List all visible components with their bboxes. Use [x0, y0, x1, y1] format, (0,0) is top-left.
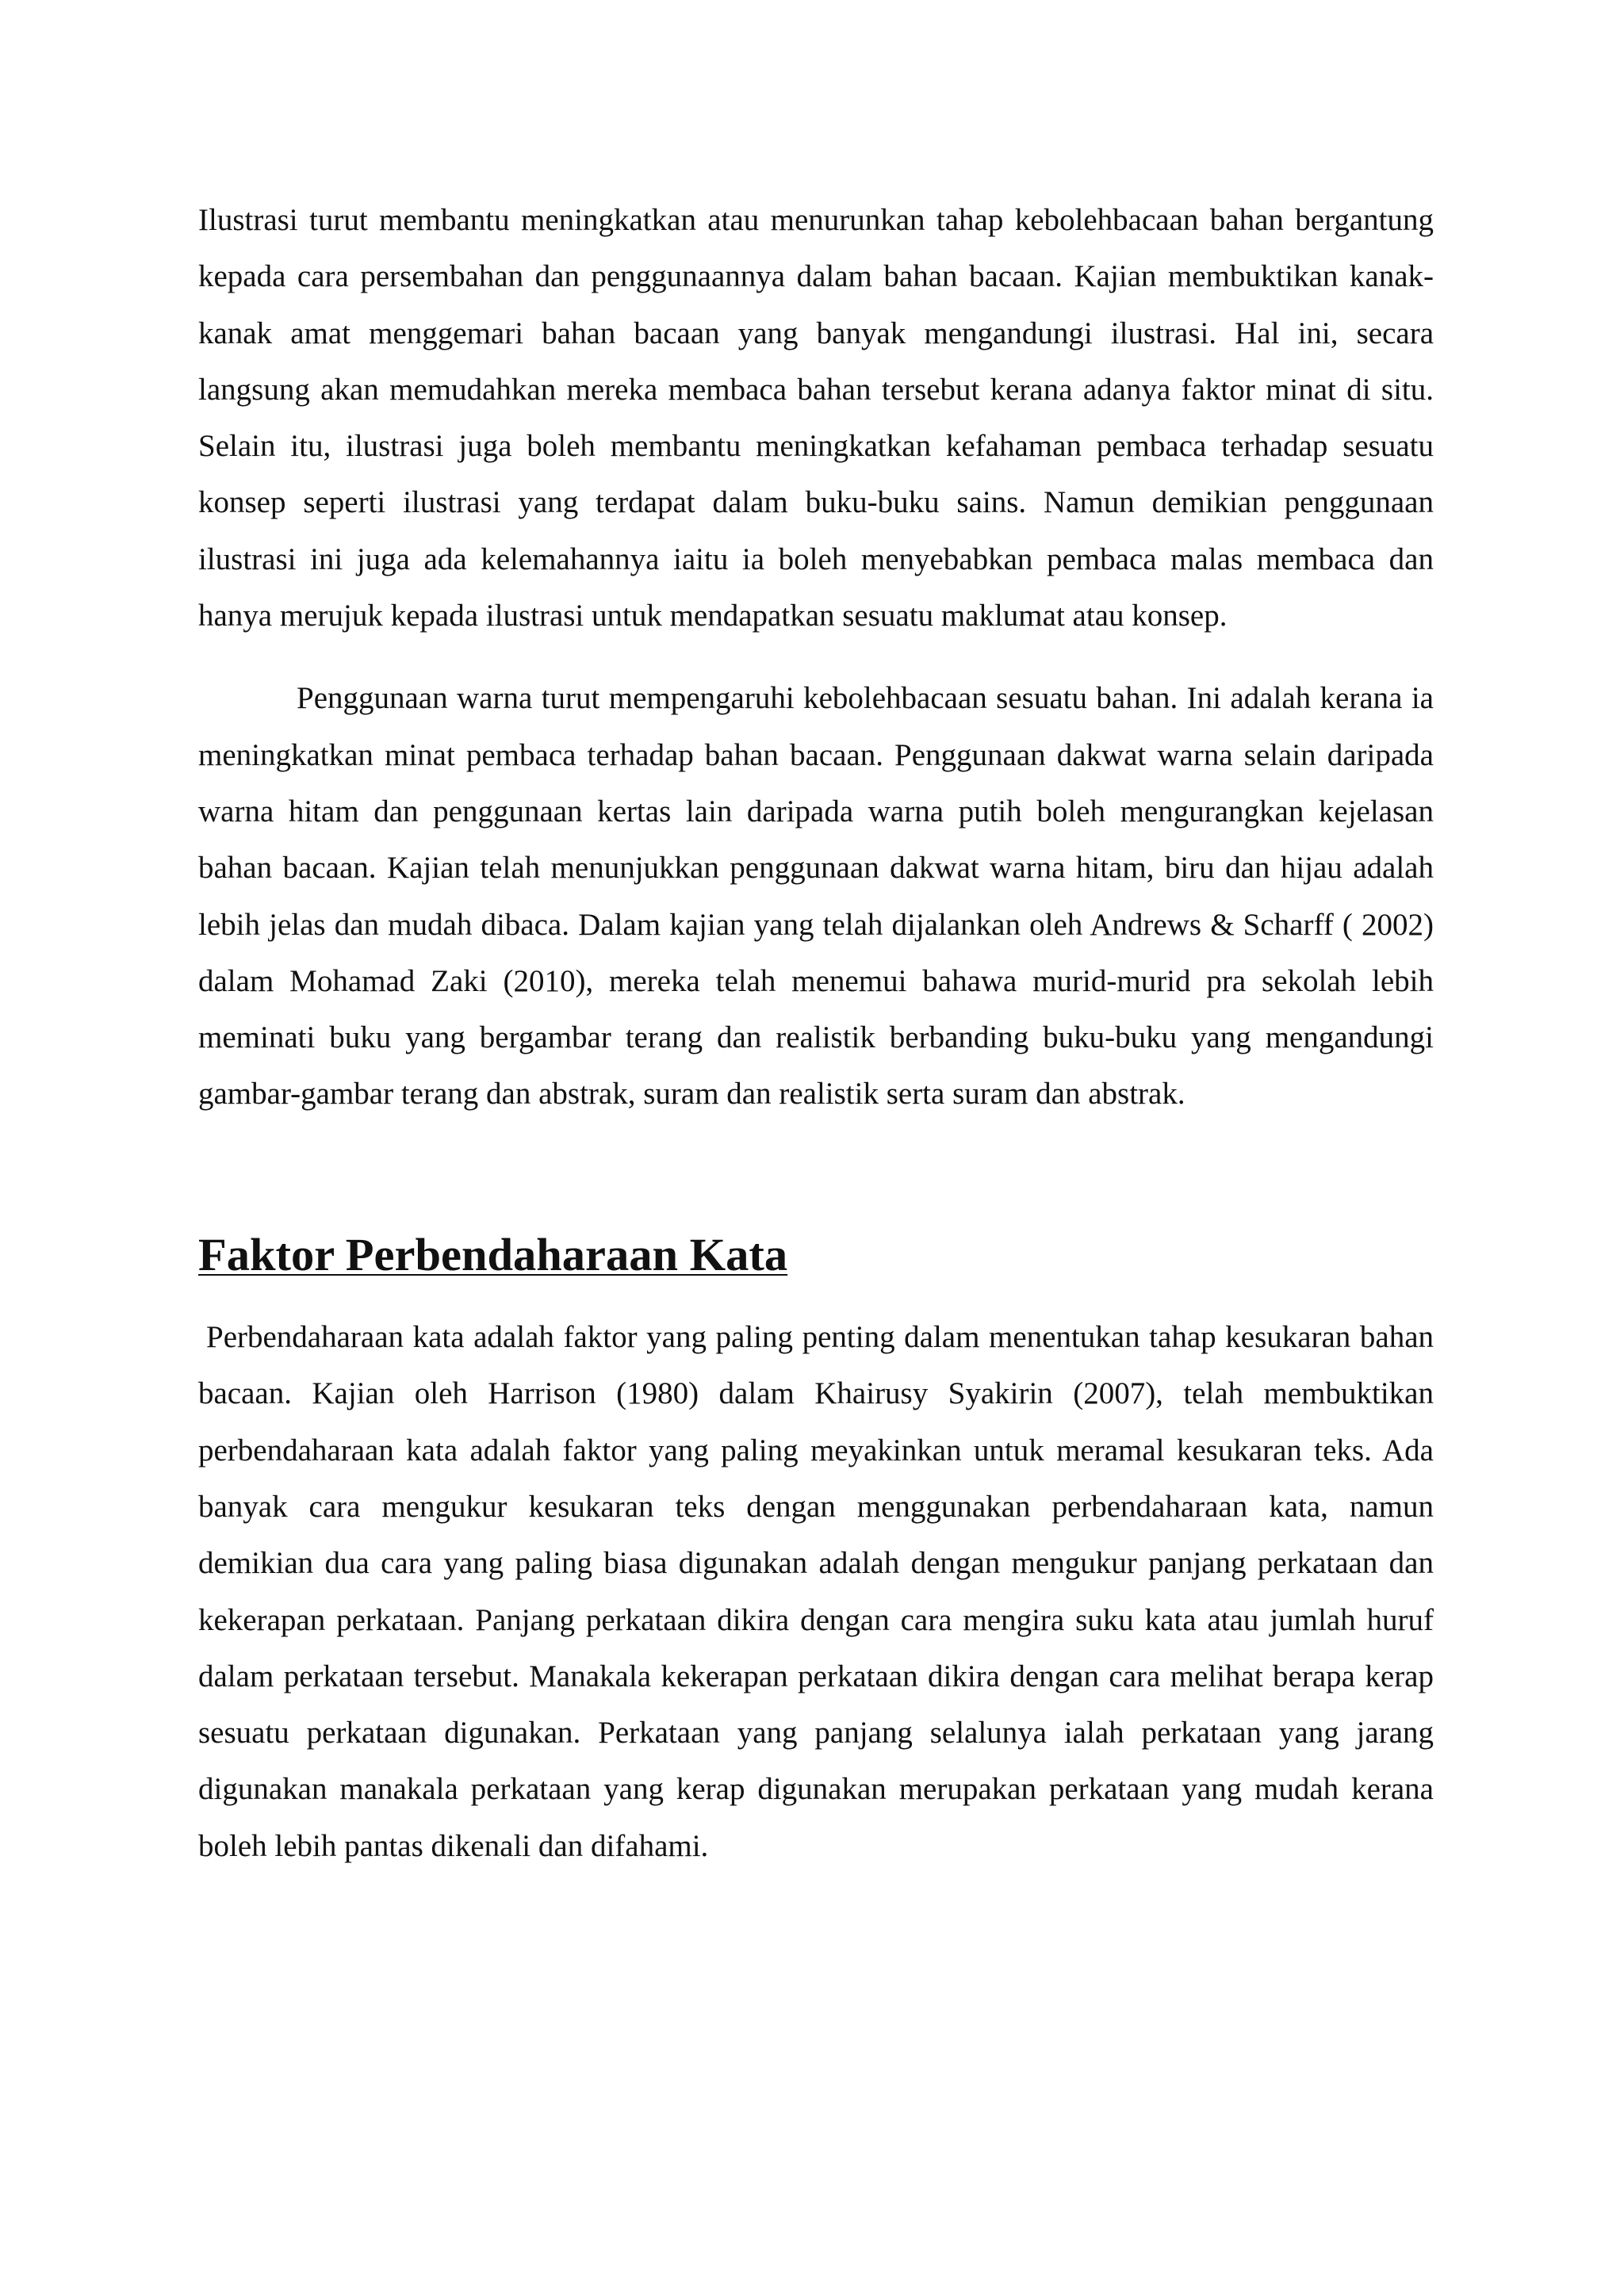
document-page	[198, 192, 1434, 1874]
paragraph-colour: Penggunaan warna turut mempengaruhi kebolehbacaan sesuatu bahan. Ini adalah kerana ia meningkatkan minat pembaca terhadap bahan bacaan. Penggunaan dakwat warna selain daripada warna hitam dan penggunaan kertas lain daripada warna putih boleh mengurangkan kejelasan bahan bacaan. Kajian telah menunjukkan penggunaan dakwat warna hitam, biru dan hijau adalah lebih jelas dan mudah dibaca. Dalam kajian yang telah dijalankan oleh Andrews & Scharff ( 2002) dalam Mohamad Zaki (2010), mereka telah menemui bahawa murid-murid pra sekolah lebih meminati buku yang bergambar terang dan realistik berbanding buku-buku yang mengandungi gambar-gambar terang dan abstrak, suram dan realistik serta suram dan abstrak.	[198, 681, 1434, 1112]
paragraph-vocabulary: Perbendaharaan kata adalah faktor yang paling penting dalam menentukan tahap kesukaran bahan bacaan. Kajian oleh Harrison (1980) dalam Khairusy Syakirin (2007), telah membuktikan perbendaharaan kata adalah faktor yang paling meyakinkan untuk meramal kesukaran teks. Ada banyak cara mengukur kesukaran teks dengan menggunakan perbendaharaan kata, namun demikian dua cara yang paling biasa digunakan adalah dengan mengukur panjang perkataan dan kekerapan perkataan. Panjang perkataan dikira dengan cara mengira suku kata atau jumlah huruf dalam perkataan tersebut. Manakala kekerapan perkataan dikira dengan cara melihat berapa kerap sesuatu perkataan digunakan. Perkataan yang panjang selalunya ialah perkataan yang jarang digunakan manakala perkataan yang kerap digunakan merupakan perkataan yang mudah kerana boleh lebih pantas dikenali dan difahami.	[198, 1320, 1434, 1863]
paragraph-illustration: Ilustrasi turut membantu meningkatkan atau menurunkan tahap kebolehbacaan bahan bergantung kepada cara persembahan dan penggunaannya dalam bahan bacaan. Kajian membuktikan kanak-kanak amat menggemari bahan bacaan yang banyak mengandungi ilustrasi. Hal ini, secara langsung akan memudahkan mereka membaca bahan tersebut kerana adanya faktor minat di situ. Selain itu, ilustrasi juga boleh membantu meningkatkan kefahaman pembaca terhadap sesuatu konsep seperti ilustrasi yang terdapat dalam buku-buku sains. Namun demikian penggunaan ilustrasi ini juga ada kelemahannya iaitu ia boleh menyebabkan pembaca malas membaca dan hanya merujuk kepada ilustrasi untuk mendapatkan sesuatu maklumat atau konsep.	[198, 203, 1434, 633]
section-heading: Faktor Perbendaharaan Kata	[198, 1228, 788, 1280]
